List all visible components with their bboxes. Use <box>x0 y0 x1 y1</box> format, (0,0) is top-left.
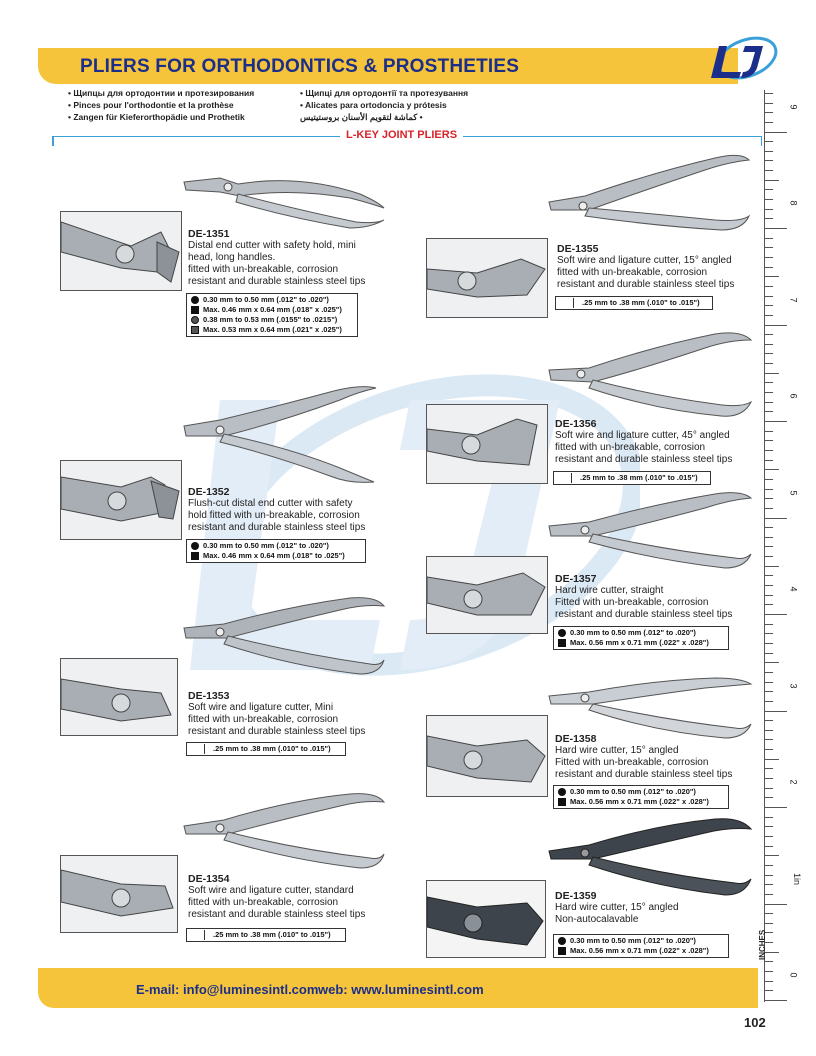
tip-photo-de-1358 <box>426 715 548 797</box>
tip-photo-de-1356 <box>426 404 548 484</box>
ruler-number: 2 <box>788 779 799 785</box>
braided-square-wire-icon <box>191 326 199 334</box>
ruler-tick <box>765 585 773 586</box>
ruler-tick <box>765 518 787 519</box>
ruler-tick <box>765 170 773 171</box>
product-de-1358 <box>555 733 785 781</box>
ruler-tick <box>765 913 773 914</box>
product-code: DE-1351 <box>188 228 230 240</box>
tip-photo-de-1353 <box>60 658 178 736</box>
ruler-tick <box>765 768 773 769</box>
ruler-tick <box>765 498 773 499</box>
ruler-tick <box>765 894 773 895</box>
ruler-tick <box>765 489 773 490</box>
ruler-tick <box>765 132 787 133</box>
ruler-number: 7 <box>788 296 799 303</box>
ruler-tick <box>765 961 773 962</box>
ruler-tick <box>765 624 773 625</box>
pliers-image-de-1359 <box>545 815 755 901</box>
ruler-tick <box>765 971 773 972</box>
round-wire-icon <box>558 629 566 637</box>
ruler-tick <box>765 189 773 190</box>
ruler-number: 8 <box>788 200 799 206</box>
ruler-number: 6 <box>788 393 799 399</box>
ruler-tick <box>765 353 773 354</box>
product-code: DE-1353 <box>188 690 230 702</box>
product-code: DE-1356 <box>555 418 597 430</box>
ruler-tick <box>765 817 773 818</box>
ruler-tick <box>765 334 773 335</box>
braided-round-wire-icon <box>191 316 199 324</box>
product-code: DE-1358 <box>555 733 597 745</box>
product-description: Hard wire cutter, straight Fitted with un-breakable, corrosion resistant and durable stainless steel tips <box>555 585 733 620</box>
ligature-wire-icon <box>560 298 574 308</box>
language-item: • Alicates para ortodoncia y prótesis <box>300 100 447 110</box>
ruler-tick <box>765 218 773 219</box>
ruler-unit-label: INCHES <box>758 929 767 960</box>
ruler-tick <box>765 904 787 905</box>
spec-box-de-1356: .25 mm to .38 mm (.010" to .015") <box>553 471 711 485</box>
spec-box-de-1354: .25 mm to .38 mm (.010" to .015") <box>186 928 346 942</box>
ruler-tick <box>765 546 773 547</box>
ruler-tick <box>765 209 773 210</box>
product-description: Hard wire cutter, 15° angled Fitted with un-breakable, corrosion resistant and durable stainless steel tips <box>555 745 733 780</box>
ruler-tick <box>765 151 773 152</box>
ruler-tick <box>765 875 773 876</box>
ruler-tick <box>765 421 787 422</box>
tip-photo-de-1355 <box>426 238 548 318</box>
product-description: Flush-cut distal end cutter with safety hold fitted with un-breakable, corrosion resistant and durable stainless steel tips <box>188 498 366 533</box>
ruler-tick <box>765 807 787 808</box>
ligature-wire-icon <box>558 473 572 483</box>
product-de-1355 <box>557 243 787 291</box>
product-code: DE-1354 <box>188 873 230 885</box>
product-code: DE-1359 <box>555 890 597 902</box>
ruler-tick <box>765 981 773 982</box>
spec-box-de-1359: 0.30 mm to 0.50 mm (.012" to .020") Max. 0.56 mm x 0.71 mm (.022" x .028") <box>553 934 729 958</box>
square-wire-icon <box>558 639 566 647</box>
ruler-tick <box>765 778 773 779</box>
spec-box-de-1351: 0.30 mm to 0.50 mm (.012" to .020") Max. 0.46 mm x 0.64 mm (.018" x .025") 0.38 mm to 0.53 mm (.0155" to .0215") Max. 0.53 mm x 0.64 mm (.021" x .025") <box>186 293 358 337</box>
page-number: 102 <box>744 1015 766 1030</box>
ruler-tick <box>765 325 787 326</box>
language-item: • Щипцы для ортодонтии и протезирования <box>68 88 255 98</box>
ruler-tick <box>765 286 773 287</box>
ruler-tick <box>765 180 779 181</box>
product-code: DE-1357 <box>555 573 597 585</box>
product-code: DE-1352 <box>188 486 230 498</box>
ruler-tick <box>765 527 773 528</box>
ruler-tick <box>765 402 773 403</box>
ruler-tick <box>765 460 773 461</box>
language-item: • Zangen für Kieferorthopädie und Prothetik <box>68 112 245 122</box>
pliers-image-de-1353 <box>180 592 390 682</box>
ruler-tick <box>765 469 779 470</box>
page-title: PLIERS FOR ORTHODONTICS & PROSTHETIES <box>80 56 520 77</box>
ruler-tick <box>765 508 773 509</box>
product-description: Hard wire cutter, 15° angled Non-autocalavable <box>555 902 679 925</box>
product-description: Soft wire and ligature cutter, Mini fitted with un-breakable, corrosion resistant and durable stainless steel tips <box>188 702 366 737</box>
ruler-tick <box>765 315 773 316</box>
ruler-tick <box>765 363 773 364</box>
ruler-tick <box>765 199 773 200</box>
ligature-wire-icon <box>191 744 205 754</box>
ruler-tick <box>765 575 773 576</box>
footer-website: web: www.luminesintl.com <box>318 982 484 997</box>
language-list-right <box>300 87 468 123</box>
pliers-image-de-1351 <box>180 168 390 230</box>
ruler-tick <box>765 141 773 142</box>
tip-photo-de-1351 <box>60 211 182 291</box>
language-item: كماشة لتقويم الأسنان بروستيتيس • <box>300 112 423 122</box>
ruler-tick <box>765 228 787 229</box>
ligature-wire-icon <box>191 930 205 940</box>
ruler-tick <box>765 701 773 702</box>
ruler-tick <box>765 296 773 297</box>
product-de-1357 <box>555 573 785 621</box>
ruler-tick <box>765 411 773 412</box>
language-item: • Щипці для ортодонтії та протезування <box>300 88 469 98</box>
ruler-tick <box>765 595 773 596</box>
section-title: L-KEY JOINT PLIERS <box>340 129 463 141</box>
ruler-tick <box>765 865 773 866</box>
tip-photo-de-1354 <box>60 855 178 933</box>
ruler-tick <box>765 556 773 557</box>
ruler-tick <box>765 257 773 258</box>
square-wire-icon <box>558 798 566 806</box>
ruler-tick <box>765 691 773 692</box>
product-description: Soft wire and ligature cutter, 15° angled fitted with un-breakable, corrosion resistant and durable stainless steel tips <box>557 255 735 290</box>
ruler-tick <box>765 479 773 480</box>
ruler-tick <box>765 103 773 104</box>
product-code: DE-1355 <box>557 243 599 255</box>
ruler-tick <box>765 238 773 239</box>
ruler-tick <box>765 112 773 113</box>
product-de-1353 <box>188 690 418 738</box>
square-wire-icon <box>191 306 199 314</box>
spec-box-de-1355: .25 mm to .38 mm (.010" to .015") <box>555 296 713 310</box>
ruler-tick <box>765 711 787 712</box>
ruler-tick <box>765 373 779 374</box>
ruler-tick <box>765 855 779 856</box>
ruler-tick <box>765 682 773 683</box>
ruler-tick <box>765 276 779 277</box>
ruler-tick <box>765 739 773 740</box>
pliers-image-de-1355 <box>545 150 755 234</box>
ruler-number: 0 <box>788 972 799 978</box>
ruler-tick <box>765 836 773 837</box>
ruler-tick <box>765 267 773 268</box>
ruler-tick <box>765 537 773 538</box>
ruler-tick <box>765 614 787 615</box>
ruler-tick <box>765 672 773 673</box>
company-logo <box>705 34 779 82</box>
ruler-tick <box>765 450 773 451</box>
pliers-image-de-1356 <box>545 328 755 420</box>
product-de-1352 <box>188 486 418 534</box>
spec-box-de-1357: 0.30 mm to 0.50 mm (.012" to .020") Max. 0.56 mm x 0.71 mm (.022" x .028") <box>553 626 729 650</box>
product-de-1351 <box>188 228 418 288</box>
ruler-tick <box>765 990 773 991</box>
ruler-tick <box>765 633 773 634</box>
ruler-tick <box>765 604 773 605</box>
ruler-tick <box>765 730 773 731</box>
pliers-image-de-1358 <box>545 676 755 740</box>
round-wire-icon <box>191 296 199 304</box>
ruler-tick <box>765 846 773 847</box>
ruler-tick <box>765 247 773 248</box>
language-item: • Pinces pour l'orthodontie et la prothèse <box>68 100 234 110</box>
spec-box-de-1358: 0.30 mm to 0.50 mm (.012" to .020") Max. 0.56 mm x 0.71 mm (.022" x .028") <box>553 785 729 809</box>
ruler-tick <box>765 440 773 441</box>
ruler-tick <box>765 653 773 654</box>
ruler-number: 5 <box>788 489 799 496</box>
ruler-tick <box>765 566 779 567</box>
square-wire-icon <box>558 947 566 955</box>
ruler-tick <box>765 749 773 750</box>
tip-photo-de-1357 <box>426 556 548 634</box>
ruler-tick <box>765 662 779 663</box>
pliers-image-de-1354 <box>180 790 390 876</box>
ruler-number: 4 <box>788 586 799 592</box>
ruler-tick <box>765 160 773 161</box>
spec-box-de-1353: .25 mm to .38 mm (.010" to .015") <box>186 742 346 756</box>
product-description: Distal end cutter with safety hold, mini head, long handles. fitted with un-breakable, corrosion resistant and durable stainless steel tips <box>188 240 366 287</box>
round-wire-icon <box>558 937 566 945</box>
product-de-1356 <box>555 418 785 466</box>
product-description: Soft wire and ligature cutter, 45° angled fitted with un-breakable, corrosion resistant and durable stainless steel tips <box>555 430 733 465</box>
ruler-tick <box>765 884 773 885</box>
ruler-tick <box>765 344 773 345</box>
inch-ruler <box>764 90 803 1002</box>
ruler-number: 1in <box>792 872 803 885</box>
footer-email: E-mail: info@luminesintl.com <box>136 982 319 997</box>
pliers-image-de-1352 <box>180 378 390 488</box>
ruler-tick <box>765 952 779 953</box>
pliers-image-de-1357 <box>545 490 755 570</box>
ruler-tick <box>765 720 773 721</box>
ruler-tick <box>765 788 773 789</box>
ruler-number: 9 <box>788 103 799 110</box>
ruler-tick <box>765 1000 787 1001</box>
ruler-tick <box>765 392 773 393</box>
product-description: Soft wire and ligature cutter, standard fitted with un-breakable, corrosion resistant and durable stainless steel tips <box>188 885 366 920</box>
round-wire-icon <box>558 788 566 796</box>
ruler-tick <box>765 826 773 827</box>
ruler-tick <box>765 305 773 306</box>
square-wire-icon <box>191 552 199 560</box>
ruler-tick <box>765 382 773 383</box>
product-de-1359 <box>555 890 785 926</box>
ruler-tick <box>765 431 773 432</box>
ruler-tick <box>765 759 779 760</box>
round-wire-icon <box>191 542 199 550</box>
tip-photo-de-1359 <box>426 880 546 958</box>
ruler-tick <box>765 643 773 644</box>
ruler-tick <box>765 797 773 798</box>
spec-box-de-1352: 0.30 mm to 0.50 mm (.012" to .020") Max. 0.46 mm x 0.64 mm (.018" to .025") <box>186 539 366 563</box>
ruler-number: 3 <box>788 682 799 689</box>
ruler-tick <box>765 93 773 94</box>
ruler-tick <box>765 122 773 123</box>
tip-photo-de-1352 <box>60 460 182 540</box>
product-de-1354 <box>188 873 418 921</box>
ruler-tick <box>765 923 773 924</box>
language-list-left <box>68 87 254 123</box>
